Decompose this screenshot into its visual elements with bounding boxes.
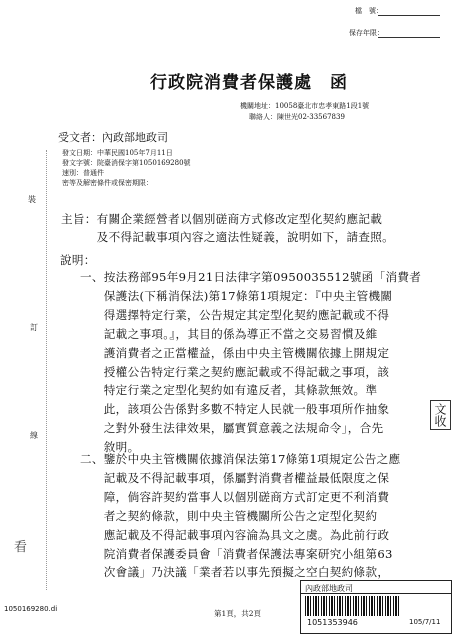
file-number-label: 檔 號： <box>355 7 383 15</box>
paragraph-line: 記載及不得記載事項，係屬對消費者權益最低限度之保 <box>80 470 390 485</box>
agency-contact: 聯絡人：陳世光02-33567839 <box>249 113 345 121</box>
subject-line: 及不得記載事項內容之適法性疑義，說明如下，請查照。 <box>61 230 395 244</box>
paragraph-line: 敘明。 <box>80 440 140 455</box>
speed: 速別：普通件 <box>62 169 104 177</box>
stamp-divider <box>301 593 451 594</box>
paragraph-line: 保護法(下稱消保法)第17條第1項規定：『中央主管機關 <box>80 288 393 303</box>
paragraph-line: 者之契約條款，則中央主管機關所公告之定型化契約 <box>80 508 378 523</box>
paragraph-line: 授權公告特定行業之契約應記載或不得記載之事項，該 <box>80 364 390 379</box>
paragraph-line: 一、按法務部95年9月21日法律字第0950035512號函「消費者 <box>80 270 422 284</box>
paragraph-line: 應記載及不得記載事項內容淪為具文之虞。為此前行政 <box>80 527 390 542</box>
paragraph-line: 此，該項公告係對多數不特定人民就一般事項所作抽象 <box>80 402 390 417</box>
received-by: 內政部地政司 <box>305 584 353 593</box>
paragraph-line: 特定行業之定型化契約如有違反者，其條款無效。準 <box>80 383 378 398</box>
binding-mark-top: 裝 <box>28 195 36 204</box>
binding-mark-mid: 訂 <box>30 323 38 332</box>
paragraph-line: 院消費者保護委員會「消費者保護法專案研究小組第63 <box>80 546 393 561</box>
paragraph-line: 次會議」乃決議「業者若以事先預擬之空白契約條款， <box>80 565 390 580</box>
serial-number: 1051353946 <box>307 618 358 627</box>
paragraph-line: 護消費者之正當權益，係由中央主管機關依據上開規定 <box>80 345 390 360</box>
subject-line: 主旨：有關企業經營者以個別磋商方式修改定型化契約應記載 <box>61 212 383 226</box>
binding-line <box>46 150 47 590</box>
retention-label: 保存年限： <box>349 29 384 37</box>
binding-mark-bottom: 線 <box>30 431 38 440</box>
barcode <box>305 596 401 616</box>
paragraph-line: 障，倘容許契約當事人以個別磋商方式訂定更不利消費 <box>80 489 390 504</box>
file-number-underline <box>378 15 440 16</box>
retention-underline <box>378 37 440 38</box>
explanation-label: 說明： <box>60 253 96 267</box>
paragraph-line: 二、鑒於中央主管機關依據消保法第17條第1項規定公告之應 <box>80 452 401 466</box>
issue-number: 發文字號：院臺消保字第1050169280號 <box>62 159 191 167</box>
received-stamp <box>300 580 452 634</box>
page-indicator: 第1頁，共2頁 <box>214 609 262 618</box>
issue-date: 發文日期：中華民國105年7月11日 <box>62 149 173 157</box>
handwritten-mark: 看 <box>14 540 28 555</box>
agency-address: 機關地址：10058臺北市忠孝東路1段1號 <box>240 102 370 110</box>
document-title: 行政院消費者保護處 函 <box>150 73 348 93</box>
paragraph-line: 記載之事項。』，其目的係為導正不當之交易習慣及維 <box>80 326 378 341</box>
secrecy: 密等及解密條件或保密期限： <box>62 179 153 187</box>
recipient: 受文者：內政部地政司 <box>58 131 168 144</box>
paragraph-line: 之對外發生法律效果，屬實質意義之法規命令」，合先 <box>80 421 384 436</box>
side-stamp: 文收 <box>430 400 451 430</box>
footer-code: 1050169280.di <box>4 605 58 613</box>
received-date: 105/7/11 <box>409 618 441 626</box>
paragraph-line: 得選擇特定行業，公告規定其定型化契約應記載或不得 <box>80 307 390 322</box>
